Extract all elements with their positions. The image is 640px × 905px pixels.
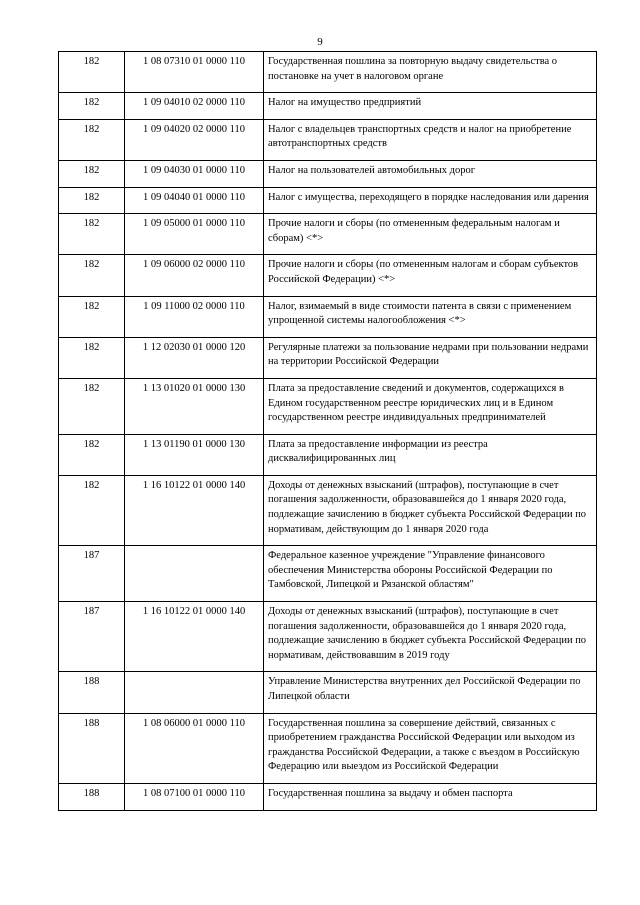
admin-code-cell: 182 bbox=[59, 434, 125, 475]
revenue-name-cell: Плата за предоставление информации из реестра дисквалифицированных лиц bbox=[264, 434, 597, 475]
admin-code-cell: 188 bbox=[59, 783, 125, 810]
revenue-name-cell: Федеральное казенное учреждение "Управление финансового обеспечения Министерства обороны Российской Федерации по Тамбовской, Липецкой и Рязанской областям" bbox=[264, 546, 597, 602]
admin-code-cell: 182 bbox=[59, 337, 125, 378]
page-number: 9 bbox=[317, 36, 323, 48]
revenue-name-cell: Прочие налоги и сборы (по отмененным налогам и сборам субъектов Российской Федерации) <*> bbox=[264, 255, 597, 296]
admin-code-cell: 188 bbox=[59, 672, 125, 713]
budget-classification-code-cell: 1 13 01190 01 0000 130 bbox=[125, 434, 264, 475]
table-row bbox=[59, 187, 597, 214]
table-row bbox=[59, 434, 597, 475]
admin-code-cell: 182 bbox=[59, 296, 125, 337]
table-row bbox=[59, 546, 597, 602]
admin-code-cell: 182 bbox=[59, 475, 125, 545]
revenue-name-cell: Налог, взимаемый в виде стоимости патента в связи с применением упрощенной системы налогообложения <*> bbox=[264, 296, 597, 337]
admin-code-cell: 182 bbox=[59, 160, 125, 187]
admin-code-cell: 182 bbox=[59, 378, 125, 434]
revenue-codes-table bbox=[58, 51, 597, 811]
admin-code-cell: 182 bbox=[59, 119, 125, 160]
table-body bbox=[59, 52, 597, 811]
revenue-name-cell: Налог на пользователей автомобильных дорог bbox=[264, 160, 597, 187]
table-row bbox=[59, 52, 597, 93]
budget-classification-code-cell: 1 08 07100 01 0000 110 bbox=[125, 783, 264, 810]
revenue-name-cell: Прочие налоги и сборы (по отмененным федеральным налогам и сборам) <*> bbox=[264, 214, 597, 255]
revenue-name-cell: Управление Министерства внутренних дел Российской Федерации по Липецкой области bbox=[264, 672, 597, 713]
budget-classification-code-cell: 1 16 10122 01 0000 140 bbox=[125, 475, 264, 545]
table-row bbox=[59, 672, 597, 713]
revenue-name-cell: Доходы от денежных взысканий (штрафов), поступающие в счет погашения задолженности, образовавшейся до 1 января 2020 года, подлежащие зачислению в бюджет субъекта Российской Федерации по нормативам, действующим до 1 января 2020 года bbox=[264, 475, 597, 545]
table-row bbox=[59, 296, 597, 337]
budget-classification-code-cell: 1 09 04030 01 0000 110 bbox=[125, 160, 264, 187]
table-row bbox=[59, 783, 597, 810]
revenue-name-cell: Налог с владельцев транспортных средств и налог на приобретение автотранспортных средств bbox=[264, 119, 597, 160]
budget-classification-code-cell: 1 12 02030 01 0000 120 bbox=[125, 337, 264, 378]
budget-classification-code-cell: 1 09 11000 02 0000 110 bbox=[125, 296, 264, 337]
budget-classification-code-cell: 1 09 05000 01 0000 110 bbox=[125, 214, 264, 255]
admin-code-cell: 187 bbox=[59, 602, 125, 672]
admin-code-cell: 182 bbox=[59, 52, 125, 93]
revenue-name-cell: Доходы от денежных взысканий (штрафов), поступающие в счет погашения задолженности, образовавшейся до 1 января 2020 года, подлежащие зачислению в бюджет субъекта Российской Федерации по нормативам, действовавшим в 2019 году bbox=[264, 602, 597, 672]
budget-classification-code-cell bbox=[125, 672, 264, 713]
revenue-name-cell: Плата за предоставление сведений и документов, содержащихся в Едином государственном реестре юридических лиц и в Едином государственном реестре индивидуальных предпринимателей bbox=[264, 378, 597, 434]
revenue-name-cell: Налог на имущество предприятий bbox=[264, 93, 597, 120]
budget-classification-code-cell: 1 09 06000 02 0000 110 bbox=[125, 255, 264, 296]
table-row bbox=[59, 337, 597, 378]
table-row bbox=[59, 378, 597, 434]
revenue-name-cell: Налог с имущества, переходящего в порядке наследования или дарения bbox=[264, 187, 597, 214]
budget-classification-code-cell: 1 09 04020 02 0000 110 bbox=[125, 119, 264, 160]
table-row bbox=[59, 255, 597, 296]
revenue-name-cell: Государственная пошлина за повторную выдачу свидетельства о постановке на учет в налоговом органе bbox=[264, 52, 597, 93]
admin-code-cell: 182 bbox=[59, 187, 125, 214]
admin-code-cell: 182 bbox=[59, 93, 125, 120]
table-row bbox=[59, 602, 597, 672]
budget-classification-code-cell: 1 16 10122 01 0000 140 bbox=[125, 602, 264, 672]
budget-classification-code-cell: 1 13 01020 01 0000 130 bbox=[125, 378, 264, 434]
budget-classification-code-cell: 1 08 06000 01 0000 110 bbox=[125, 713, 264, 783]
table-row bbox=[59, 160, 597, 187]
admin-code-cell: 182 bbox=[59, 214, 125, 255]
table-row bbox=[59, 713, 597, 783]
budget-classification-code-cell: 1 09 04010 02 0000 110 bbox=[125, 93, 264, 120]
revenue-name-cell: Регулярные платежи за пользование недрами при пользовании недрами на территории Российской Федерации bbox=[264, 337, 597, 378]
table-row bbox=[59, 119, 597, 160]
admin-code-cell: 188 bbox=[59, 713, 125, 783]
table-row bbox=[59, 214, 597, 255]
admin-code-cell: 187 bbox=[59, 546, 125, 602]
revenue-name-cell: Государственная пошлина за выдачу и обмен паспорта bbox=[264, 783, 597, 810]
revenue-name-cell: Государственная пошлина за совершение действий, связанных с приобретением гражданства Российской Федерации или выходом из гражданства Российской Федерации, а также с въездом в Российскую Федерацию или выездом из Российской Федерации bbox=[264, 713, 597, 783]
budget-classification-code-cell: 1 09 04040 01 0000 110 bbox=[125, 187, 264, 214]
table-row bbox=[59, 93, 597, 120]
budget-classification-code-cell bbox=[125, 546, 264, 602]
table-row bbox=[59, 475, 597, 545]
admin-code-cell: 182 bbox=[59, 255, 125, 296]
budget-classification-code-cell: 1 08 07310 01 0000 110 bbox=[125, 52, 264, 93]
